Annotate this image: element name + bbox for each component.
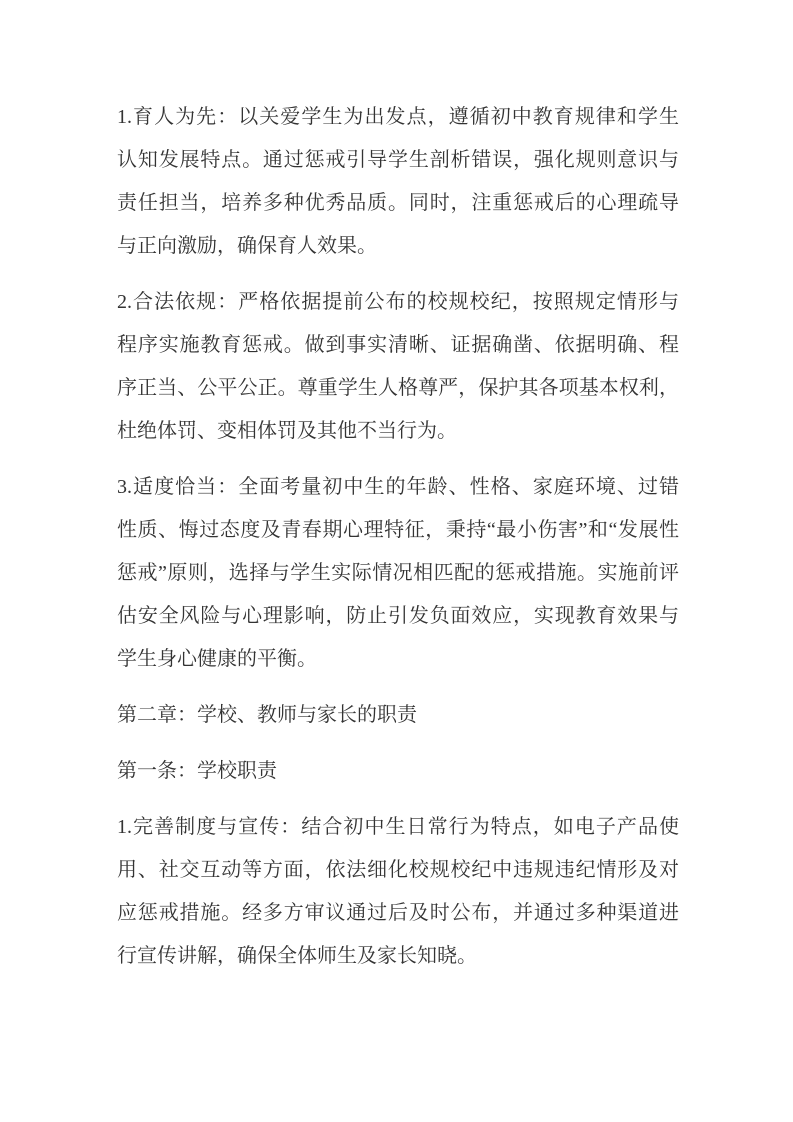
text-line: 学生身心健康的平衡。 xyxy=(117,648,317,670)
text-line: 应惩戒措施。经多方审议通过后及时公布，并通过多种渠道进 xyxy=(117,902,679,924)
principle-item-2 xyxy=(117,281,679,453)
document-body xyxy=(117,96,679,991)
text-line: 2.合法依规：严格依据提前公布的校规校纪，按照规定情形与 xyxy=(117,291,679,313)
text-line: 杜绝体罚、变相体罚及其他不当行为。 xyxy=(117,420,457,442)
chapter-2-heading xyxy=(117,694,679,737)
text-line: 1.完善制度与宣传：结合初中生日常行为特点，如电子产品使 xyxy=(117,816,679,838)
text-line: 与正向激励，确保育人效果。 xyxy=(117,235,377,257)
text-line: 估安全风险与心理影响，防止引发负面效应，实现教育效果与 xyxy=(117,605,679,627)
text-line: 认知发展特点。通过惩戒引导学生剖析错误，强化规则意识与 xyxy=(117,149,679,171)
text-line: 责任担当，培养多种优秀品质。同时，注重惩戒后的心理疏导 xyxy=(117,192,679,214)
text-line: 行宣传讲解，确保全体师生及家长知晓。 xyxy=(117,945,477,967)
text-line: 序正当、公平公正。尊重学生人格尊严，保护其各项基本权利， xyxy=(117,377,679,399)
text-line: 第一条：学校职责 xyxy=(117,760,277,782)
duty-item-1 xyxy=(117,806,679,978)
article-1-heading xyxy=(117,750,679,793)
text-line: 用、社交互动等方面，依法细化校规校纪中违规违纪情形及对 xyxy=(117,859,679,881)
text-line: 第二章：学校、教师与家长的职责 xyxy=(117,704,417,726)
principle-item-1 xyxy=(117,96,679,268)
text-line: 程序实施教育惩戒。做到事实清晰、证据确凿、依据明确、程 xyxy=(117,334,679,356)
text-line: 1.育人为先：以关爱学生为出发点，遵循初中教育规律和学生 xyxy=(117,106,679,128)
principle-item-3 xyxy=(117,466,679,681)
text-line: 惩戒”原则，选择与学生实际情况相匹配的惩戒措施。实施前评 xyxy=(117,562,679,584)
text-line: 3.适度恰当：全面考量初中生的年龄、性格、家庭环境、过错 xyxy=(117,476,679,498)
text-line: 性质、悔过态度及青春期心理特征，秉持“最小伤害”和“发展性 xyxy=(117,519,679,541)
